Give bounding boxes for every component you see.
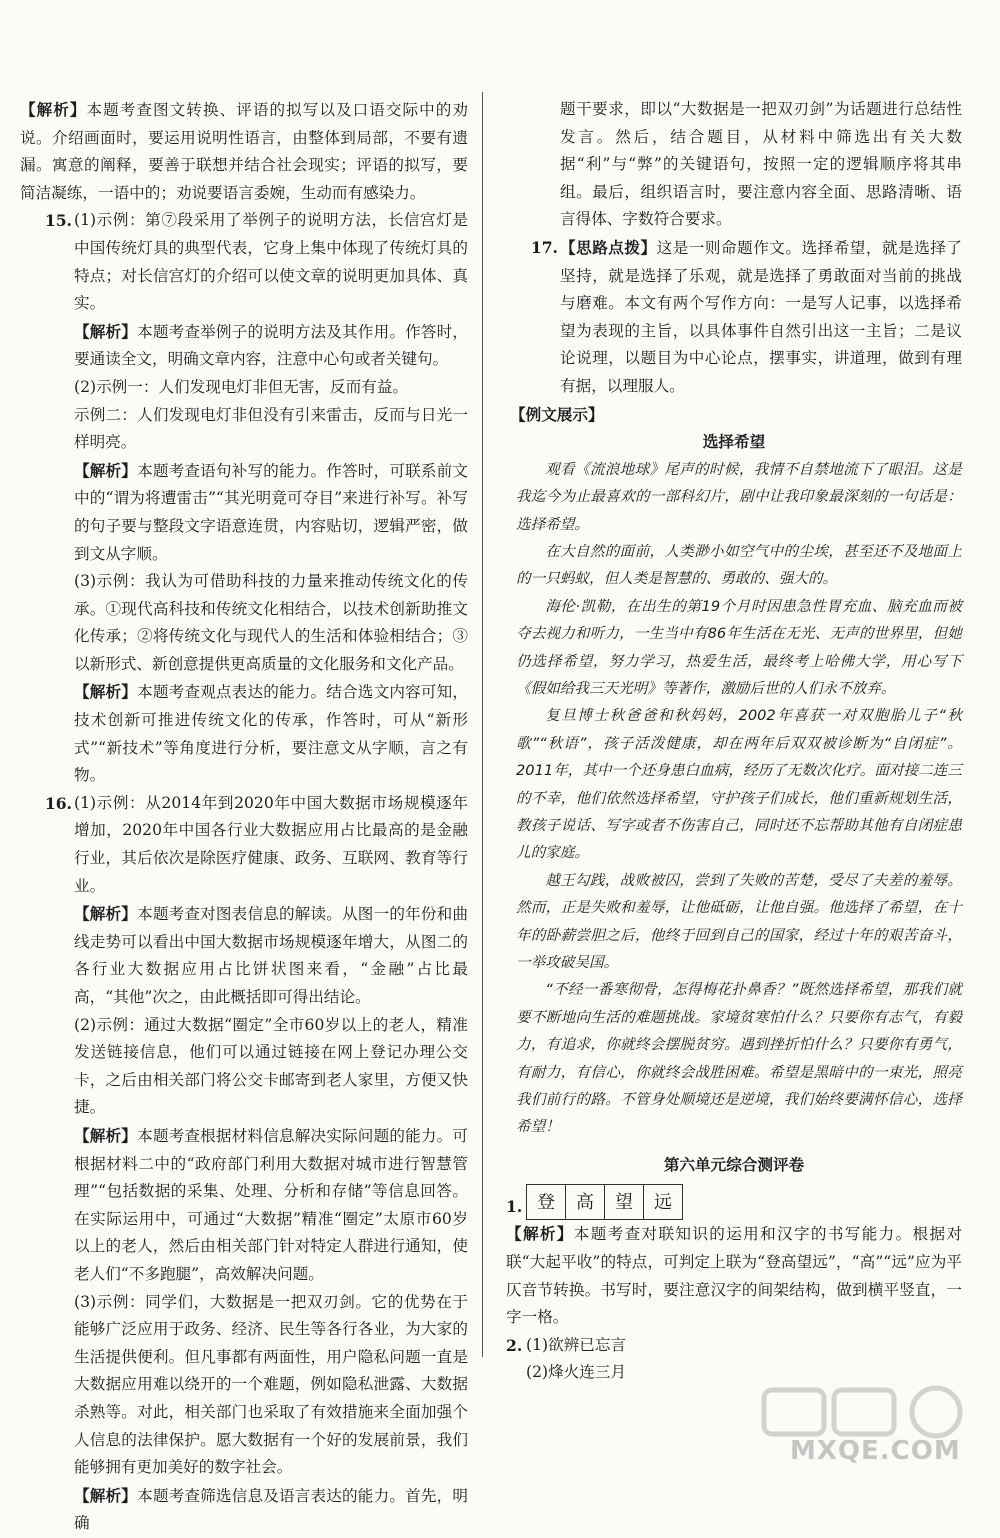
essay-paragraph: 复旦博士秋爸爸和秋妈妈，2002年喜获一对双胞胎儿子“秋歌”“秋语”，孩子活泼健康，却在两年后双双被诊断为“自闭症”。2011年，其中一个还身患白血病，经历了无数次化疗。面对接二连三的不幸，他们依然选择希望，守护孩子们成长，他们重新规划生活，教孩子说话、写字或者不伤害自己，同时还不忘帮助其他有自闭症患儿的家庭。 bbox=[516, 707, 962, 862]
analysis-14 bbox=[20, 96, 468, 207]
essay-paragraph: 越王勾践，战败被囚，尝到了失败的苦楚，受尽了夫差的羞辱。然而，正是失败和羞辱，让他砥砺，让他自强。他选择了希望，在十年的卧薪尝胆之后，他终于回到自己的国家，经过十年的艰苦奋斗，一举攻破吴国。 bbox=[516, 871, 962, 972]
essay-paragraph: 观看《流浪地球》尾声的时候，我情不自禁地流下了眼泪。这是我迄今为止最喜欢的一部科幻片，剧中让我印象最深刻的一句话是：选择希望。 bbox=[516, 460, 962, 533]
right-column bbox=[506, 96, 962, 1387]
essay-paragraph: 海伦·凯勒，在出生的第19个月时因患急性胃充血、脑充血而被夺去视力和听力，一生当中有86年生活在无光、无声的世界里，但她仍选择希望，努力学习，热爱生活，最终考上哈佛大学，用心写下《假如给我三天光明》等著作，激励后世的人们永不放弃。 bbox=[516, 597, 962, 697]
essay-title: 选择希望 bbox=[702, 432, 766, 452]
grid-cell: 望 bbox=[605, 1185, 644, 1219]
question-number: 17. bbox=[530, 237, 558, 257]
answer-2-2: (2)烽火连三月 bbox=[526, 1363, 627, 1382]
question-number: 2. bbox=[506, 1335, 523, 1355]
column-divider bbox=[482, 92, 483, 1357]
analysis-16-3 bbox=[74, 1482, 468, 1538]
analysis-text: 本题考查观点表达的能力。结合选文内容可知，技术创新可推进传统文化的传承，作答时，可从“新形式”“新技术”等角度进行分析，要注意文从字顺，言之有物。 bbox=[74, 683, 468, 785]
essay-body bbox=[506, 456, 962, 1141]
question-number: 16. bbox=[44, 793, 72, 813]
grid-cell: 远 bbox=[654, 1191, 672, 1213]
analysis-text: 本题考查对图表信息的解读。从图一的年份和曲线走势可以看出中国大数据市场规模逐年增大，从图二的各行业大数据应用占比饼状图来看，“金融”占比最高，“其他”次之，由此概括即可得出结论。 bbox=[74, 905, 468, 1006]
answer-16-2: (2)示例：通过大数据“圈定”全市60岁以上的老人，精准发送链接信息，他们可以通过链接在网上登记办理公交卡，之后由相关部门将公交卡邮寄到老人家里，方便又快捷。 bbox=[74, 1015, 468, 1117]
guide-tag: 【思路点拨】 bbox=[560, 237, 657, 257]
analysis-16-2 bbox=[74, 1122, 468, 1289]
question-17 bbox=[506, 234, 962, 401]
analysis-tag: 【解析】 bbox=[74, 1485, 138, 1505]
analysis-tag: 【解析】 bbox=[74, 682, 138, 702]
guide-text: 这是一则命题作文。选择希望，就是选择了坚持，就是选择了乐观，就是选择了勇敢面对当前的挑战与磨难。本文有两个写作方向：一是写人记事，以选择希望为表现的主旨，以具体事件自然引出这一主旨；二是议论说理，以题目为中心论点，摆事实，讲道理，做到有理有据，以理服人。 bbox=[560, 238, 962, 395]
answer-15-2b: 示例二：人们发现电灯非但没有引来雷击，反而与日光一样明亮。 bbox=[74, 405, 468, 452]
analysis-tag: 【解析】 bbox=[74, 460, 138, 480]
analysis-tag: 【解析】 bbox=[74, 321, 138, 341]
answer-15-1: (1)示例：第⑦段采用了举例子的说明方法，长信宫灯是中国传统灯具的典型代表，它身上集中体现了传统灯具的特点；对长信宫灯的介绍可以使文章的说明更加具体、真实。 bbox=[74, 211, 468, 313]
question-number: 1. bbox=[506, 1196, 523, 1216]
left-column bbox=[20, 96, 468, 1538]
answer-15-2: (2)示例一：人们发现电灯非但无害，反而有益。 bbox=[74, 377, 408, 396]
analysis-15-3 bbox=[74, 678, 468, 789]
analysis-text: 本题考查举例子的说明方法及其作用。作答时，要通读全文，明确文章内容，注意中心句或者关键句。 bbox=[74, 322, 468, 369]
analysis-text: 本题考查筛选信息及语言表达的能力。首先，明确 bbox=[74, 1486, 468, 1533]
watermark-text: MXQE.COM bbox=[790, 1436, 961, 1466]
question-15 bbox=[20, 207, 468, 789]
answer-15-3: (3)示例：我认为可借助科技的力量来推动传统文化的传承。①现代高科技和传统文化相结合，以技术创新助推文化传承；②将传统文化与现代人的生活和体验相结合；③以新形式、新创意提供更高质量的文化服务和文化产品。 bbox=[74, 572, 468, 673]
analysis-tag: 【解析】 bbox=[20, 100, 87, 119]
sample-essay-tag: 【例文展示】 bbox=[510, 404, 604, 424]
analysis-1 bbox=[506, 1220, 962, 1331]
grid-cell: 登 bbox=[527, 1185, 566, 1219]
answer-2-1: (1)欲辨已忘言 bbox=[526, 1335, 627, 1354]
analysis-16-1 bbox=[74, 900, 468, 1011]
essay-paragraph: “不经一番寒彻骨，怎得梅花扑鼻香？”既然选择希望，那我们就要不断地向生活的难题挑战。家境贫寒怕什么？只要你有志气，有毅力，有追求，你就终会摆脱贫穷。遇到挫折怕什么？只要你有勇气，有耐力，有信心，你就终会战胜困难。希望是黑暗中的一束光，照亮我们前行的路。不管身处顺境还是逆境，我们始终要满怀信心，选择希望！ bbox=[516, 981, 962, 1136]
analysis-16-3-continued: 题干要求，即以“大数据是一把双刃剑”为话题进行总结性发言。然后，结合题目，从材料中筛选出有关大数据“利”与“弊”的关键语句，按照一定的逻辑顺序将其串组。最后，组织语言时，要注意内容全面、思路清晰、语言得体、字数符合要求。 bbox=[560, 100, 962, 229]
question-number: 15. bbox=[44, 211, 72, 231]
analysis-text: 本题考查根据材料信息解决实际问题的能力。可根据材料二中的“政府部门利用大数据对城市进行智慧管理”“包括数据的采集、处理、分析和存储”等信息回答。在实际运用中，可通过“大数据”精准“圈定”太原市60岁以上的老人，然后由相关部门针对特定人群进行通知，使老人们“不多跑腿”，高效解决问题。 bbox=[74, 1126, 468, 1283]
unit-title: 第六单元综合测评卷 bbox=[663, 1154, 805, 1174]
analysis-text: 本题考查语句补写的能力。作答时，可联系前文中的“谓为将遭雷击”“其光明竟可夺目”来进行补写。补写的句子要与整段文字语意连贯，内容贴切，逻辑严密，做到文从字顺。 bbox=[74, 461, 468, 563]
analysis-text: 本题考查对联知识的运用和汉字的书写能力。根据对联“大起平收”的特点，可判定上联为“登高望远”，“高”“远”应为平仄音节转换。书写时，要注意汉字的间架结构，做到横平竖直，一字一格。 bbox=[506, 1225, 962, 1327]
essay-paragraph: 在大自然的面前，人类渺小如空气中的尘埃，甚至还不及地面上的一只蚂蚁，但人类是智慧的、勇敢的、强大的。 bbox=[516, 542, 962, 588]
writing-guide bbox=[560, 234, 962, 401]
question-16 bbox=[20, 790, 468, 1538]
analysis-15-1 bbox=[74, 318, 468, 374]
analysis-tag: 【解析】 bbox=[506, 1224, 574, 1244]
question-2 bbox=[506, 1332, 962, 1387]
grid-cell: 高 bbox=[566, 1185, 605, 1219]
analysis-tag: 【解析】 bbox=[74, 1125, 138, 1145]
character-grid bbox=[526, 1184, 683, 1220]
question-1 bbox=[506, 1184, 962, 1220]
analysis-15-2 bbox=[74, 457, 468, 568]
answer-16-1: (1)示例：从2014年到2020年中国大数据市场规模逐年增加，2020年中国各行业大数据应用占比最高的是金融行业，其后依次是除医疗健康、政务、互联网、教育等行业。 bbox=[74, 793, 468, 895]
analysis-tag: 【解析】 bbox=[74, 904, 138, 924]
analysis-text: 本题考查图文转换、评语的拟写以及口语交际中的劝说。介绍画面时，要运用说明性语言，由整体到局部，不要有遗漏。寓意的阐释，要善于联想并结合社会现实；评语的拟写，要简洁凝练，一语中的；劝说要语言委婉，生动而有感染力。 bbox=[20, 101, 468, 202]
answer-16-3: (3)示例：同学们，大数据是一把双刃剑。它的优势在于能够广泛应用于政务、经济、民生等各行各业，为大家的生活提供便利。但凡事都有两面性，用户隐私问题一直是大数据应用难以绕开的一个难题，例如隐私泄露、大数据杀熟等。对此，相关部门也采取了有效措施来全面加强个人信息的法律保护。愿大数据有一个好的发展前景，我们能够拥有更加美好的数字社会。 bbox=[74, 1292, 468, 1477]
